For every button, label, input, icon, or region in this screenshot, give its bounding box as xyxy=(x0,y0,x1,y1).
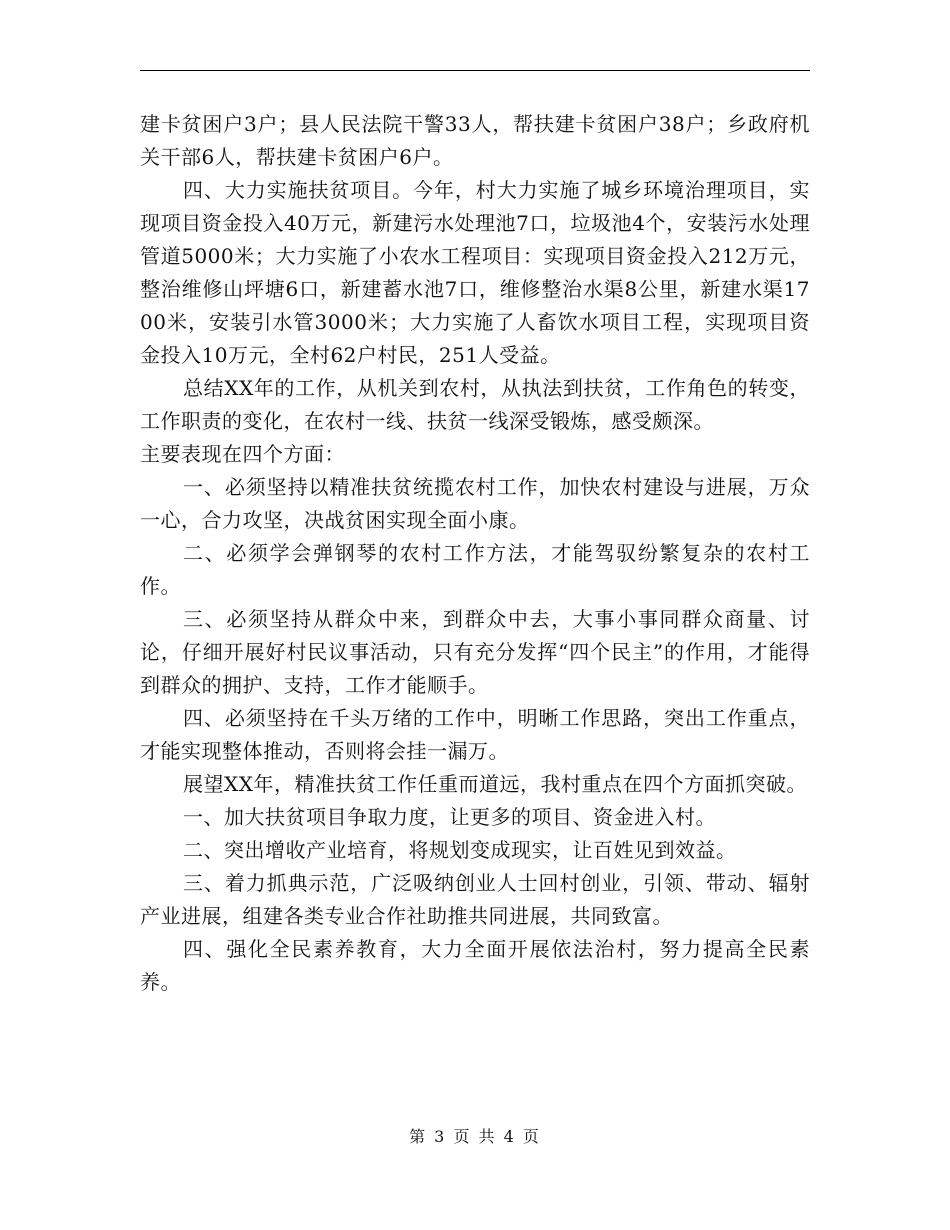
paragraph: 主要表现在四个方面： xyxy=(140,442,345,466)
paragraph: 四、强化全民素养教育，大力全面开展依法治村，努力提高全民素养。 xyxy=(140,937,810,994)
paragraph: 三、着力抓典示范，广泛吸纳创业人士回村创业，引领、带动、辐射产业进展，组建各类专业合作社助推共同进展，共同致富。 xyxy=(140,871,810,928)
paragraph: 一、加大扶贫项目争取力度，让更多的项目、资金进入村。 xyxy=(183,805,716,829)
paragraph: 二、必须学会弹钢琴的农村工作方法，才能驾驭纷繁复杂的农村工作。 xyxy=(140,541,810,598)
body-text xyxy=(140,108,810,999)
paragraph: 一、必须坚持以精准扶贫统揽农村工作，加快农村建设与进展，万众一心，合力攻坚，决战贫困实现全面小康。 xyxy=(140,475,810,532)
paragraph: 总结XX年的工作，从机关到农村，从执法到扶贫，工作角色的转变，工作职责的变化，在农村一线、扶贫一线深受锻炼，感受颇深。 xyxy=(140,376,810,433)
paragraph: 展望XX年，精准扶贫工作任重而道远，我村重点在四个方面抓突破。 xyxy=(183,772,807,796)
paragraph: 建卡贫困户3户；县人民法院干警33人，帮扶建卡贫困户38户；乡政府机关干部6人，帮扶建卡贫困户6户。 xyxy=(140,112,810,169)
page-number-footer: 第 3 页 共 4 页 xyxy=(409,1127,541,1146)
paragraph: 三、必须坚持从群众中来，到群众中去，大事小事同群众商量、讨论，仔细开展好村民议事活动，只有充分发挥“四个民主”的作用，才能得到群众的拥护、支持，工作才能顺手。 xyxy=(140,607,810,697)
header-rule xyxy=(140,70,810,71)
paragraph: 四、必须坚持在千头万绪的工作中，明晰工作思路，突出工作重点，才能实现整体推动，否则将会挂一漏万。 xyxy=(140,706,810,763)
paragraph: 二、突出增收产业培育，将规划变成现实，让百姓见到效益。 xyxy=(183,838,737,862)
paragraph: 四、大力实施扶贫项目。今年，村大力实施了城乡环境治理项目，实现项目资金投入40万元，新建污水处理池7口，垃圾池4个，安装污水处理管道5000米；大力实施了小农水工程项目：实现项目资金投入212万元，整治维修山坪塘6口，新建蓄水池7口，维修整治水渠8公里，新建水渠1700米，安装引水管3000米；大力实施了人畜饮水项目工程，实现项目资金投入10万元，全村62户村民，251人受益。 xyxy=(140,178,810,367)
